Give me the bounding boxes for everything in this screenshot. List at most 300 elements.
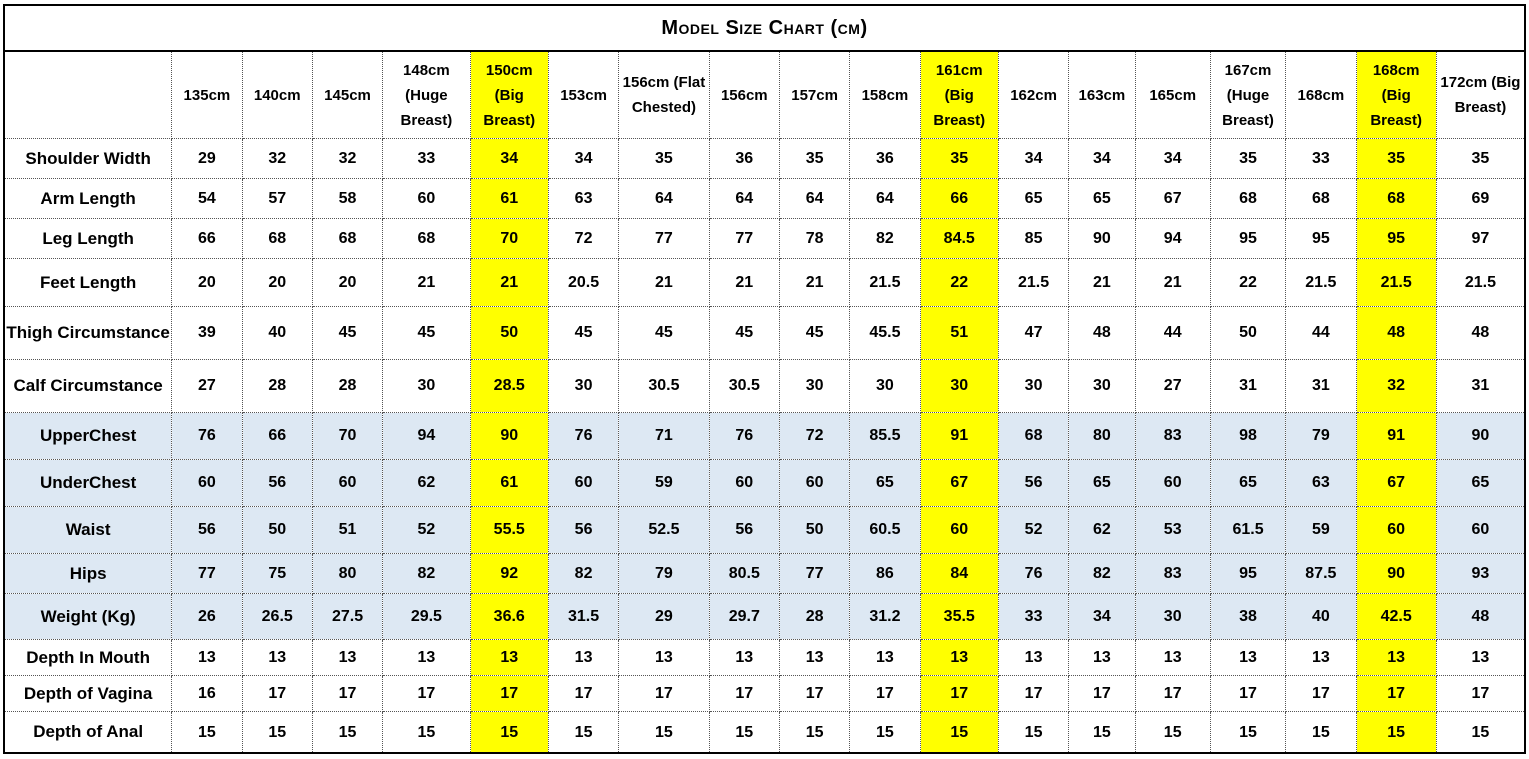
table-cell: 15 xyxy=(1135,712,1210,753)
table-cell: 20 xyxy=(312,259,382,307)
column-header: 150cm (Big Breast) xyxy=(470,51,548,139)
table-cell: 77 xyxy=(709,219,779,259)
table-cell: 55.5 xyxy=(470,506,548,553)
table-cell: 17 xyxy=(470,676,548,712)
column-header: 161cm (Big Breast) xyxy=(920,51,998,139)
table-cell: 62 xyxy=(1069,506,1135,553)
table-cell: 33 xyxy=(1286,139,1356,179)
table-cell: 56 xyxy=(242,459,312,506)
table-cell: 21.5 xyxy=(1436,259,1525,307)
table-cell: 92 xyxy=(470,553,548,593)
table-cell: 35 xyxy=(1356,139,1436,179)
table-cell: 53 xyxy=(1135,506,1210,553)
table-cell: 17 xyxy=(312,676,382,712)
table-cell: 21 xyxy=(470,259,548,307)
table-cell: 60.5 xyxy=(850,506,920,553)
table-cell: 30 xyxy=(998,359,1068,412)
table-cell: 45 xyxy=(709,307,779,359)
table-cell: 59 xyxy=(1286,506,1356,553)
table-cell: 21 xyxy=(619,259,709,307)
chart-title: Model Size Chart (cm) xyxy=(4,5,1525,51)
table-cell: 15 xyxy=(312,712,382,753)
table-cell: 50 xyxy=(1210,307,1285,359)
table-cell: 47 xyxy=(998,307,1068,359)
table-cell: 66 xyxy=(172,219,242,259)
table-cell: 60 xyxy=(1436,506,1525,553)
table-cell: 40 xyxy=(1286,594,1356,640)
row-label: Thigh Circumstance xyxy=(4,307,172,359)
table-cell: 36 xyxy=(850,139,920,179)
table-cell: 65 xyxy=(1069,459,1135,506)
column-header: 153cm xyxy=(548,51,618,139)
table-cell: 26 xyxy=(172,594,242,640)
table-cell: 69 xyxy=(1436,179,1525,219)
table-cell: 13 xyxy=(1286,640,1356,676)
table-cell: 15 xyxy=(619,712,709,753)
table-cell: 60 xyxy=(1356,506,1436,553)
table-cell: 28 xyxy=(242,359,312,412)
table-cell: 72 xyxy=(548,219,618,259)
table-cell: 13 xyxy=(1210,640,1285,676)
table-cell: 90 xyxy=(1356,553,1436,593)
table-cell: 21.5 xyxy=(850,259,920,307)
table-cell: 17 xyxy=(548,676,618,712)
column-header: 163cm xyxy=(1069,51,1135,139)
column-header: 167cm (Huge Breast) xyxy=(1210,51,1285,139)
table-cell: 26.5 xyxy=(242,594,312,640)
table-cell: 17 xyxy=(850,676,920,712)
table-cell: 95 xyxy=(1356,219,1436,259)
row-label: Shoulder Width xyxy=(4,139,172,179)
column-header: 145cm xyxy=(312,51,382,139)
table-cell: 17 xyxy=(998,676,1068,712)
table-cell: 56 xyxy=(172,506,242,553)
table-cell: 13 xyxy=(383,640,470,676)
table-cell: 65 xyxy=(1210,459,1285,506)
table-cell: 45.5 xyxy=(850,307,920,359)
table-cell: 76 xyxy=(548,412,618,459)
table-cell: 31 xyxy=(1286,359,1356,412)
table-cell: 13 xyxy=(1436,640,1525,676)
table-cell: 35 xyxy=(1436,139,1525,179)
table-cell: 59 xyxy=(619,459,709,506)
table-cell: 17 xyxy=(1210,676,1285,712)
table-cell: 33 xyxy=(998,594,1068,640)
table-cell: 90 xyxy=(1069,219,1135,259)
table-cell: 44 xyxy=(1286,307,1356,359)
table-cell: 77 xyxy=(172,553,242,593)
table-cell: 82 xyxy=(548,553,618,593)
table-cell: 68 xyxy=(998,412,1068,459)
table-cell: 97 xyxy=(1436,219,1525,259)
table-cell: 15 xyxy=(1210,712,1285,753)
table-cell: 66 xyxy=(242,412,312,459)
table-row xyxy=(4,506,1525,553)
table-cell: 30 xyxy=(920,359,998,412)
table-cell: 13 xyxy=(998,640,1068,676)
table-cell: 65 xyxy=(1069,179,1135,219)
table-cell: 56 xyxy=(998,459,1068,506)
table-cell: 27 xyxy=(172,359,242,412)
table-cell: 21.5 xyxy=(1286,259,1356,307)
table-cell: 65 xyxy=(998,179,1068,219)
table-cell: 31.2 xyxy=(850,594,920,640)
table-cell: 13 xyxy=(920,640,998,676)
table-cell: 15 xyxy=(920,712,998,753)
table-cell: 35 xyxy=(779,139,849,179)
row-label: Calf Circumstance xyxy=(4,359,172,412)
table-cell: 17 xyxy=(1069,676,1135,712)
table-cell: 67 xyxy=(1135,179,1210,219)
table-cell: 31 xyxy=(1210,359,1285,412)
table-cell: 17 xyxy=(1436,676,1525,712)
table-cell: 30 xyxy=(850,359,920,412)
table-cell: 68 xyxy=(1286,179,1356,219)
table-cell: 61 xyxy=(470,459,548,506)
table-cell: 51 xyxy=(312,506,382,553)
table-cell: 82 xyxy=(850,219,920,259)
table-cell: 35 xyxy=(920,139,998,179)
table-cell: 63 xyxy=(1286,459,1356,506)
table-cell: 17 xyxy=(383,676,470,712)
column-header: 165cm xyxy=(1135,51,1210,139)
table-cell: 50 xyxy=(779,506,849,553)
table-cell: 68 xyxy=(1210,179,1285,219)
table-row xyxy=(4,553,1525,593)
table-cell: 13 xyxy=(470,640,548,676)
table-cell: 72 xyxy=(779,412,849,459)
table-cell: 60 xyxy=(779,459,849,506)
column-header: 172cm (Big Breast) xyxy=(1436,51,1525,139)
table-cell: 13 xyxy=(619,640,709,676)
table-cell: 15 xyxy=(242,712,312,753)
table-cell: 52 xyxy=(998,506,1068,553)
table-cell: 67 xyxy=(1356,459,1436,506)
table-cell: 84 xyxy=(920,553,998,593)
table-cell: 30 xyxy=(1135,594,1210,640)
table-cell: 68 xyxy=(312,219,382,259)
table-cell: 95 xyxy=(1286,219,1356,259)
column-header: 156cm xyxy=(709,51,779,139)
table-cell: 91 xyxy=(1356,412,1436,459)
table-cell: 76 xyxy=(998,553,1068,593)
table-cell: 82 xyxy=(1069,553,1135,593)
table-cell: 62 xyxy=(383,459,470,506)
row-label: Weight (Kg) xyxy=(4,594,172,640)
table-cell: 21 xyxy=(1135,259,1210,307)
table-cell: 27.5 xyxy=(312,594,382,640)
table-cell: 95 xyxy=(1210,219,1285,259)
table-cell: 15 xyxy=(548,712,618,753)
table-cell: 77 xyxy=(619,219,709,259)
table-cell: 64 xyxy=(709,179,779,219)
table-cell: 17 xyxy=(242,676,312,712)
table-cell: 34 xyxy=(1069,594,1135,640)
table-cell: 56 xyxy=(709,506,779,553)
table-cell: 17 xyxy=(1286,676,1356,712)
table-cell: 15 xyxy=(1069,712,1135,753)
table-cell: 70 xyxy=(470,219,548,259)
table-row xyxy=(4,640,1525,676)
table-cell: 48 xyxy=(1436,594,1525,640)
column-header: 135cm xyxy=(172,51,242,139)
table-cell: 36.6 xyxy=(470,594,548,640)
table-cell: 70 xyxy=(312,412,382,459)
table-cell: 57 xyxy=(242,179,312,219)
table-cell: 29.7 xyxy=(709,594,779,640)
table-cell: 68 xyxy=(242,219,312,259)
table-cell: 30.5 xyxy=(619,359,709,412)
table-cell: 13 xyxy=(242,640,312,676)
table-cell: 82 xyxy=(383,553,470,593)
table-cell: 77 xyxy=(779,553,849,593)
table-cell: 28.5 xyxy=(470,359,548,412)
corner-cell xyxy=(4,51,172,139)
table-cell: 15 xyxy=(470,712,548,753)
table-cell: 17 xyxy=(619,676,709,712)
table-cell: 90 xyxy=(1436,412,1525,459)
table-cell: 21 xyxy=(1069,259,1135,307)
table-cell: 56 xyxy=(548,506,618,553)
table-cell: 79 xyxy=(1286,412,1356,459)
table-cell: 17 xyxy=(1356,676,1436,712)
column-header: 158cm xyxy=(850,51,920,139)
table-cell: 61 xyxy=(470,179,548,219)
table-cell: 64 xyxy=(850,179,920,219)
table-cell: 45 xyxy=(312,307,382,359)
table-cell: 79 xyxy=(619,553,709,593)
table-row xyxy=(4,259,1525,307)
table-cell: 30 xyxy=(1069,359,1135,412)
table-cell: 28 xyxy=(312,359,382,412)
table-cell: 63 xyxy=(548,179,618,219)
table-cell: 13 xyxy=(1069,640,1135,676)
table-row xyxy=(4,179,1525,219)
table-cell: 45 xyxy=(779,307,849,359)
column-header: 168cm xyxy=(1286,51,1356,139)
table-cell: 51 xyxy=(920,307,998,359)
table-row xyxy=(4,219,1525,259)
table-cell: 94 xyxy=(1135,219,1210,259)
table-cell: 60 xyxy=(709,459,779,506)
table-cell: 30.5 xyxy=(709,359,779,412)
table-cell: 75 xyxy=(242,553,312,593)
table-cell: 13 xyxy=(312,640,382,676)
table-cell: 36 xyxy=(709,139,779,179)
table-cell: 76 xyxy=(172,412,242,459)
table-cell: 93 xyxy=(1436,553,1525,593)
table-cell: 17 xyxy=(1135,676,1210,712)
row-label: Depth In Mouth xyxy=(4,640,172,676)
table-cell: 34 xyxy=(1069,139,1135,179)
table-cell: 87.5 xyxy=(1286,553,1356,593)
column-header: 162cm xyxy=(998,51,1068,139)
table-cell: 31 xyxy=(1436,359,1525,412)
table-cell: 66 xyxy=(920,179,998,219)
table-cell: 21 xyxy=(709,259,779,307)
table-cell: 17 xyxy=(920,676,998,712)
table-cell: 80 xyxy=(1069,412,1135,459)
table-cell: 17 xyxy=(709,676,779,712)
table-cell: 13 xyxy=(779,640,849,676)
table-cell: 45 xyxy=(548,307,618,359)
table-cell: 90 xyxy=(470,412,548,459)
table-cell: 48 xyxy=(1069,307,1135,359)
table-cell: 28 xyxy=(779,594,849,640)
table-cell: 32 xyxy=(242,139,312,179)
table-cell: 15 xyxy=(779,712,849,753)
table-cell: 13 xyxy=(172,640,242,676)
table-cell: 15 xyxy=(850,712,920,753)
table-cell: 20.5 xyxy=(548,259,618,307)
table-cell: 34 xyxy=(998,139,1068,179)
table-cell: 13 xyxy=(1135,640,1210,676)
table-cell: 60 xyxy=(383,179,470,219)
table-cell: 35.5 xyxy=(920,594,998,640)
table-cell: 60 xyxy=(172,459,242,506)
table-cell: 48 xyxy=(1436,307,1525,359)
table-cell: 68 xyxy=(383,219,470,259)
table-cell: 34 xyxy=(548,139,618,179)
table-cell: 42.5 xyxy=(1356,594,1436,640)
table-cell: 13 xyxy=(548,640,618,676)
table-cell: 13 xyxy=(850,640,920,676)
table-cell: 21 xyxy=(383,259,470,307)
table-row xyxy=(4,359,1525,412)
table-cell: 15 xyxy=(998,712,1068,753)
table-cell: 32 xyxy=(1356,359,1436,412)
table-cell: 29 xyxy=(619,594,709,640)
table-cell: 60 xyxy=(548,459,618,506)
table-cell: 54 xyxy=(172,179,242,219)
table-cell: 85.5 xyxy=(850,412,920,459)
table-cell: 91 xyxy=(920,412,998,459)
row-label: Waist xyxy=(4,506,172,553)
table-row xyxy=(4,594,1525,640)
table-cell: 34 xyxy=(470,139,548,179)
row-label: UpperChest xyxy=(4,412,172,459)
table-row xyxy=(4,412,1525,459)
table-cell: 30 xyxy=(779,359,849,412)
table-cell: 52.5 xyxy=(619,506,709,553)
table-cell: 45 xyxy=(619,307,709,359)
table-cell: 29.5 xyxy=(383,594,470,640)
table-cell: 27 xyxy=(1135,359,1210,412)
table-cell: 65 xyxy=(1436,459,1525,506)
table-cell: 44 xyxy=(1135,307,1210,359)
table-cell: 65 xyxy=(850,459,920,506)
table-cell: 35 xyxy=(1210,139,1285,179)
table-cell: 50 xyxy=(242,506,312,553)
column-header: 168cm (Big Breast) xyxy=(1356,51,1436,139)
row-label: Depth of Anal xyxy=(4,712,172,753)
chart-body xyxy=(4,139,1525,754)
table-row xyxy=(4,459,1525,506)
table-cell: 60 xyxy=(1135,459,1210,506)
table-cell: 13 xyxy=(709,640,779,676)
column-header: 140cm xyxy=(242,51,312,139)
table-cell: 85 xyxy=(998,219,1068,259)
row-label: Leg Length xyxy=(4,219,172,259)
table-cell: 98 xyxy=(1210,412,1285,459)
table-cell: 80 xyxy=(312,553,382,593)
table-cell: 60 xyxy=(312,459,382,506)
table-cell: 48 xyxy=(1356,307,1436,359)
table-cell: 86 xyxy=(850,553,920,593)
table-cell: 68 xyxy=(1356,179,1436,219)
table-cell: 15 xyxy=(1356,712,1436,753)
table-cell: 80.5 xyxy=(709,553,779,593)
table-cell: 15 xyxy=(172,712,242,753)
table-cell: 30 xyxy=(383,359,470,412)
table-cell: 83 xyxy=(1135,553,1210,593)
table-cell: 17 xyxy=(779,676,849,712)
table-cell: 20 xyxy=(172,259,242,307)
table-cell: 22 xyxy=(920,259,998,307)
column-header-row xyxy=(4,51,1525,139)
table-cell: 78 xyxy=(779,219,849,259)
table-cell: 20 xyxy=(242,259,312,307)
column-header: 157cm xyxy=(779,51,849,139)
table-row xyxy=(4,676,1525,712)
table-cell: 33 xyxy=(383,139,470,179)
table-cell: 71 xyxy=(619,412,709,459)
table-cell: 15 xyxy=(383,712,470,753)
row-label: Depth of Vagina xyxy=(4,676,172,712)
table-cell: 60 xyxy=(920,506,998,553)
size-chart-table xyxy=(3,4,1526,754)
table-cell: 34 xyxy=(1135,139,1210,179)
table-cell: 67 xyxy=(920,459,998,506)
table-cell: 83 xyxy=(1135,412,1210,459)
table-cell: 35 xyxy=(619,139,709,179)
table-cell: 21.5 xyxy=(998,259,1068,307)
table-row xyxy=(4,139,1525,179)
table-cell: 40 xyxy=(242,307,312,359)
table-cell: 39 xyxy=(172,307,242,359)
table-cell: 58 xyxy=(312,179,382,219)
row-label: UnderChest xyxy=(4,459,172,506)
table-cell: 15 xyxy=(1436,712,1525,753)
column-header: 148cm (Huge Breast) xyxy=(383,51,470,139)
table-cell: 95 xyxy=(1210,553,1285,593)
table-cell: 13 xyxy=(1356,640,1436,676)
table-cell: 50 xyxy=(470,307,548,359)
table-cell: 76 xyxy=(709,412,779,459)
table-cell: 15 xyxy=(709,712,779,753)
table-row xyxy=(4,712,1525,753)
table-cell: 31.5 xyxy=(548,594,618,640)
table-cell: 45 xyxy=(383,307,470,359)
table-row xyxy=(4,307,1525,359)
table-cell: 38 xyxy=(1210,594,1285,640)
table-cell: 64 xyxy=(779,179,849,219)
table-cell: 61.5 xyxy=(1210,506,1285,553)
table-cell: 52 xyxy=(383,506,470,553)
table-cell: 16 xyxy=(172,676,242,712)
row-label: Feet Length xyxy=(4,259,172,307)
table-cell: 21 xyxy=(779,259,849,307)
row-label: Hips xyxy=(4,553,172,593)
table-cell: 21.5 xyxy=(1356,259,1436,307)
column-header: 156cm (Flat Chested) xyxy=(619,51,709,139)
table-cell: 30 xyxy=(548,359,618,412)
row-label: Arm Length xyxy=(4,179,172,219)
table-cell: 15 xyxy=(1286,712,1356,753)
table-cell: 84.5 xyxy=(920,219,998,259)
table-cell: 22 xyxy=(1210,259,1285,307)
table-cell: 64 xyxy=(619,179,709,219)
